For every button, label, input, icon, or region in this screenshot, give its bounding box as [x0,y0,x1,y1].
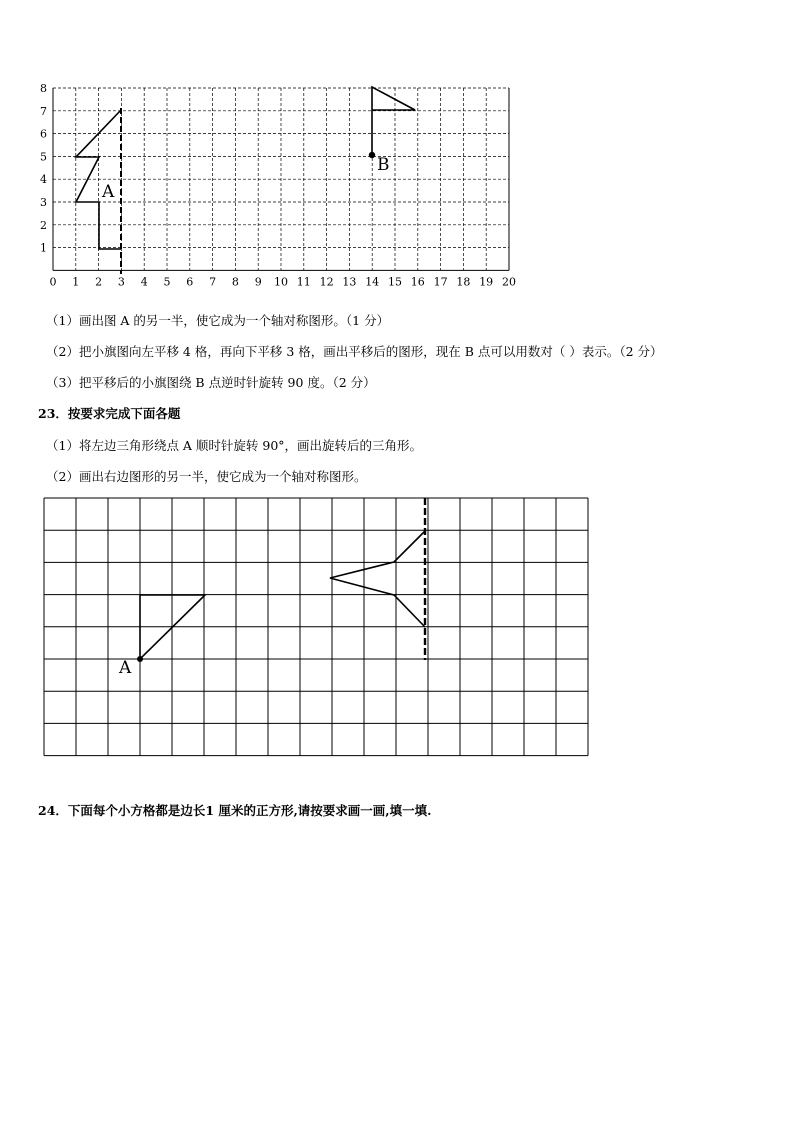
y-tick-label: 2 [40,218,47,232]
point-a-label: A [119,658,132,678]
x-tick-label: 9 [254,275,262,289]
q22-item-1: （1）画出图 A 的另一半，使它成为一个轴对称图形。（1 分） [46,313,390,328]
point-a [137,656,143,662]
q24-heading: 24．下面每个小方格都是边长1 厘米的正方形,请按要求画一画,填一填. [38,803,432,818]
x-tick-label: 3 [117,275,125,289]
x-tick-label: 11 [296,275,311,289]
y-tick-label: 8 [40,82,47,95]
x-tick-label: 15 [388,275,402,289]
y-tick-label: 3 [40,196,47,209]
x-tick-label: 20 [502,275,516,289]
grid-lines [44,498,588,756]
x-tick-label: 0 [49,275,57,289]
y-tick-label: 5 [40,150,47,164]
shape-a-label: A [102,182,115,202]
coordinate-grid-figure [28,78,518,294]
x-tick-label: 4 [140,275,148,289]
x-tick-label: 10 [274,275,288,289]
x-tick-label: 1 [72,275,80,289]
q23-item-1: （1）将左边三角形绕点 A 顺时针旋转 90°，画出旋转后的三角形。 [46,438,423,453]
point-b-label: B [377,155,390,175]
y-tick-label: 6 [40,127,47,141]
x-tick-label: 2 [95,275,103,289]
x-tick-label: 8 [231,275,239,289]
y-tick-label: 4 [40,173,47,187]
x-tick-label: 16 [410,275,425,289]
y-tick-label: 7 [40,104,47,118]
x-tick-label: 5 [163,275,171,289]
x-tick-label: 12 [319,275,334,289]
x-tick-label: 13 [342,275,357,289]
half-figure-outline [330,531,425,627]
flag-outline [372,87,415,155]
square-grid-figure [40,494,592,760]
x-tick-label: 14 [365,275,380,289]
x-tick-label: 19 [479,275,494,289]
q23-item-2: （2）画出右边图形的另一半，使它成为一个轴对称图形。 [46,469,367,484]
x-tick-label: 7 [209,275,217,289]
y-tick-label: 1 [40,241,47,255]
x-tick-label: 17 [433,275,448,289]
q23-heading: 23．按要求完成下面各题 [38,406,181,421]
x-tick-label: 6 [186,275,194,289]
q22-item-3: （3）把平移后的小旗图绕 B 点逆时针旋转 90 度。（2 分） [46,375,376,390]
point-b [369,152,375,158]
q22-item-2: （2）把小旗图向左平移 4 格，再向下平移 3 格，画出平移后的图形，现在 B 点可以用数对（ ）表示。（2 分） [46,344,663,359]
x-tick-label: 18 [456,275,471,289]
